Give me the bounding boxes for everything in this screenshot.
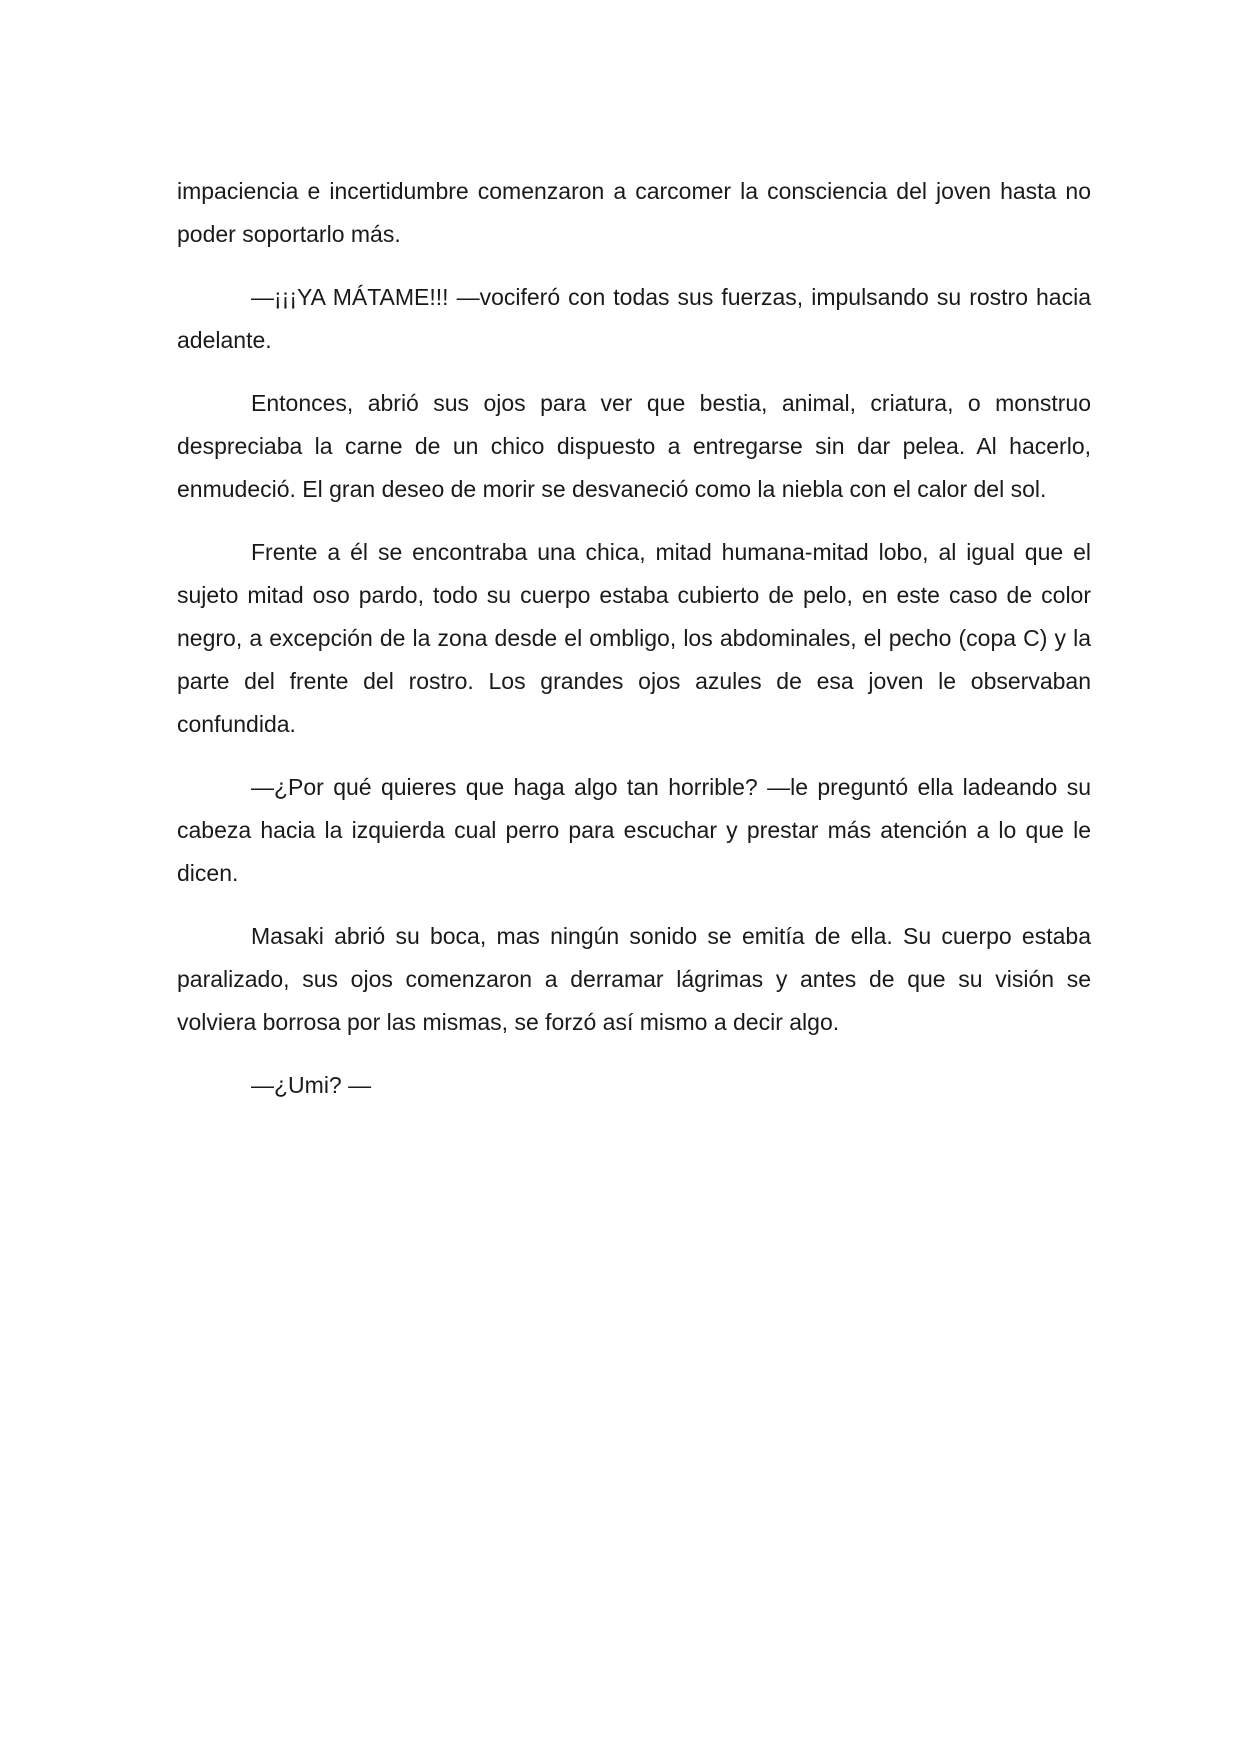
paragraph-narration-masaki: Masaki abrió su boca, mas ningún sonido se emitía de ella. Su cuerpo estaba paralizado, sus ojos comenzaron a derramar lágrimas y antes de que su visión se volviera borrosa por las mismas, se forzó así mismo a decir algo.	[177, 923, 1091, 1035]
paragraph-narration-wolf-girl: Frente a él se encontraba una chica, mitad humana-mitad lobo, al igual que el sujeto mitad oso pardo, todo su cuerpo estaba cubierto de pelo, en este caso de color negro, a excepción de la zona desde el ombligo, los abdominales, el pecho (copa C) y la parte del frente del rostro. Los grandes ojos azules de esa joven le observaban confundida.	[177, 539, 1091, 737]
paragraph-narration-eyes: Entonces, abrió sus ojos para ver que bestia, animal, criatura, o monstruo despreciaba la carne de un chico dispuesto a entregarse sin dar pelea. Al hacerlo, enmudeció. El gran deseo de morir se desvaneció como la niebla con el calor del sol.	[177, 390, 1091, 502]
paragraph-continuation: impaciencia e incertidumbre comenzaron a carcomer la consciencia del joven hasta no poder soportarlo más.	[177, 178, 1091, 247]
paragraph-dialogue-question: —¿Por qué quieres que haga algo tan horrible? —le preguntó ella ladeando su cabeza hacia la izquierda cual perro para escuchar y prestar más atención a lo que le dicen.	[177, 774, 1091, 886]
paragraph-dialogue-shout: —¡¡¡YA MÁTAME!!! —vociferó con todas sus fuerzas, impulsando su rostro hacia adelante.	[177, 284, 1091, 353]
paragraph-dialogue-umi: —¿Umi? —	[251, 1072, 372, 1098]
document-body	[177, 170, 1091, 1127]
